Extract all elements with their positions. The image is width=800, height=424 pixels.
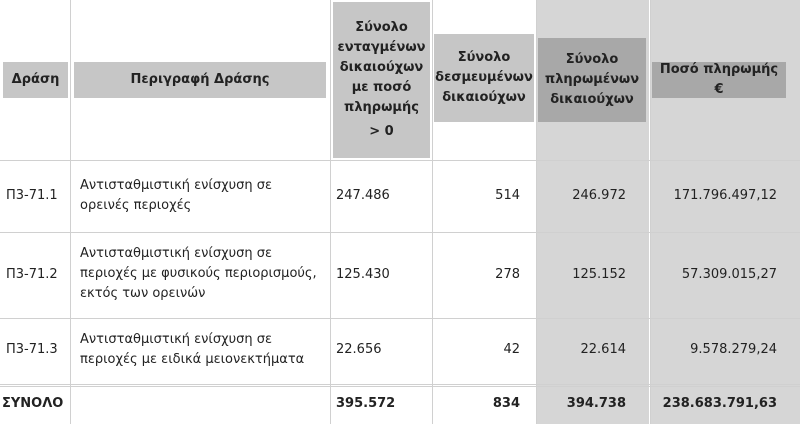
table-row-committed: 42 — [503, 342, 520, 357]
header-registered-line: με ποσό — [351, 80, 412, 95]
table-row-description — [80, 244, 330, 304]
row-divider — [0, 232, 800, 233]
header-amount: Ποσό πληρωμής € — [652, 62, 786, 98]
table-row-amount: 57.309.015,27 — [681, 267, 777, 282]
table-row-paid: 246.972 — [572, 188, 626, 203]
description-line: περιοχές με ειδικά μειονεκτήματα — [80, 352, 305, 367]
header-committed-line: δικαιούχων — [442, 90, 526, 105]
table-row-description — [80, 330, 330, 370]
description-line: εκτός των ορεινών — [80, 286, 206, 301]
column-divider — [432, 0, 433, 424]
table-row-registered: 22.656 — [336, 342, 382, 357]
column-divider — [330, 0, 331, 424]
header-registered-line: Σύνολο — [355, 20, 408, 35]
header-action: Δράση — [3, 62, 68, 98]
header-committed-line: δεσμευμένων — [435, 70, 533, 85]
total-registered: 395.572 — [336, 396, 396, 411]
header-registered — [333, 2, 430, 158]
description-line: Αντισταθμιστική ενίσχυση σε — [80, 246, 272, 261]
row-divider — [0, 386, 800, 387]
table-row-committed: 514 — [495, 188, 520, 203]
header-paid-line: πληρωμένων — [544, 72, 640, 87]
row-divider — [0, 318, 800, 319]
table-row-description — [80, 176, 330, 216]
header-paid-line: Σύνολο — [565, 52, 619, 67]
header-committed-line: Σύνολο — [457, 50, 511, 65]
header-description: Περιγραφή Δράσης — [74, 62, 326, 98]
description-line: περιοχές με φυσικούς περιορισμούς, — [80, 266, 317, 281]
description-line: ορεινές περιοχές — [80, 198, 192, 213]
header-registered-line: δικαιούχων — [339, 60, 424, 75]
header-registered-line: ενταγμένων — [337, 40, 426, 55]
column-divider — [70, 0, 71, 424]
row-divider — [0, 384, 800, 385]
table-row-code: Π3-71.3 — [6, 342, 58, 357]
total-committed: 834 — [492, 396, 520, 411]
header-paid — [538, 38, 646, 122]
table-row-amount: 171.796.497,12 — [673, 188, 777, 203]
table-row-registered: 247.486 — [336, 188, 390, 203]
description-line: Αντισταθμιστική ενίσχυση σε — [80, 178, 272, 193]
table-row-paid: 22.614 — [580, 342, 626, 357]
header-committed — [434, 34, 534, 122]
total-paid: 394.738 — [566, 396, 626, 411]
row-divider — [0, 160, 800, 161]
description-line: Αντισταθμιστική ενίσχυση σε — [80, 332, 272, 347]
table-row-amount: 9.578.279,24 — [690, 342, 777, 357]
table-row-paid: 125.152 — [572, 267, 626, 282]
table-row-committed: 278 — [495, 267, 520, 282]
header-paid-line: δικαιούχων — [550, 92, 634, 107]
table-row-code: Π3-71.2 — [6, 267, 58, 282]
table-row-code: Π3-71.1 — [6, 188, 58, 203]
header-registered-line: > 0 — [369, 124, 394, 139]
table-row-registered: 125.430 — [336, 267, 390, 282]
total-amount: 238.683.791,63 — [662, 396, 777, 411]
header-registered-line: πληρωμής — [344, 100, 419, 115]
total-label: ΣΥΝΟΛΟ — [2, 396, 64, 411]
